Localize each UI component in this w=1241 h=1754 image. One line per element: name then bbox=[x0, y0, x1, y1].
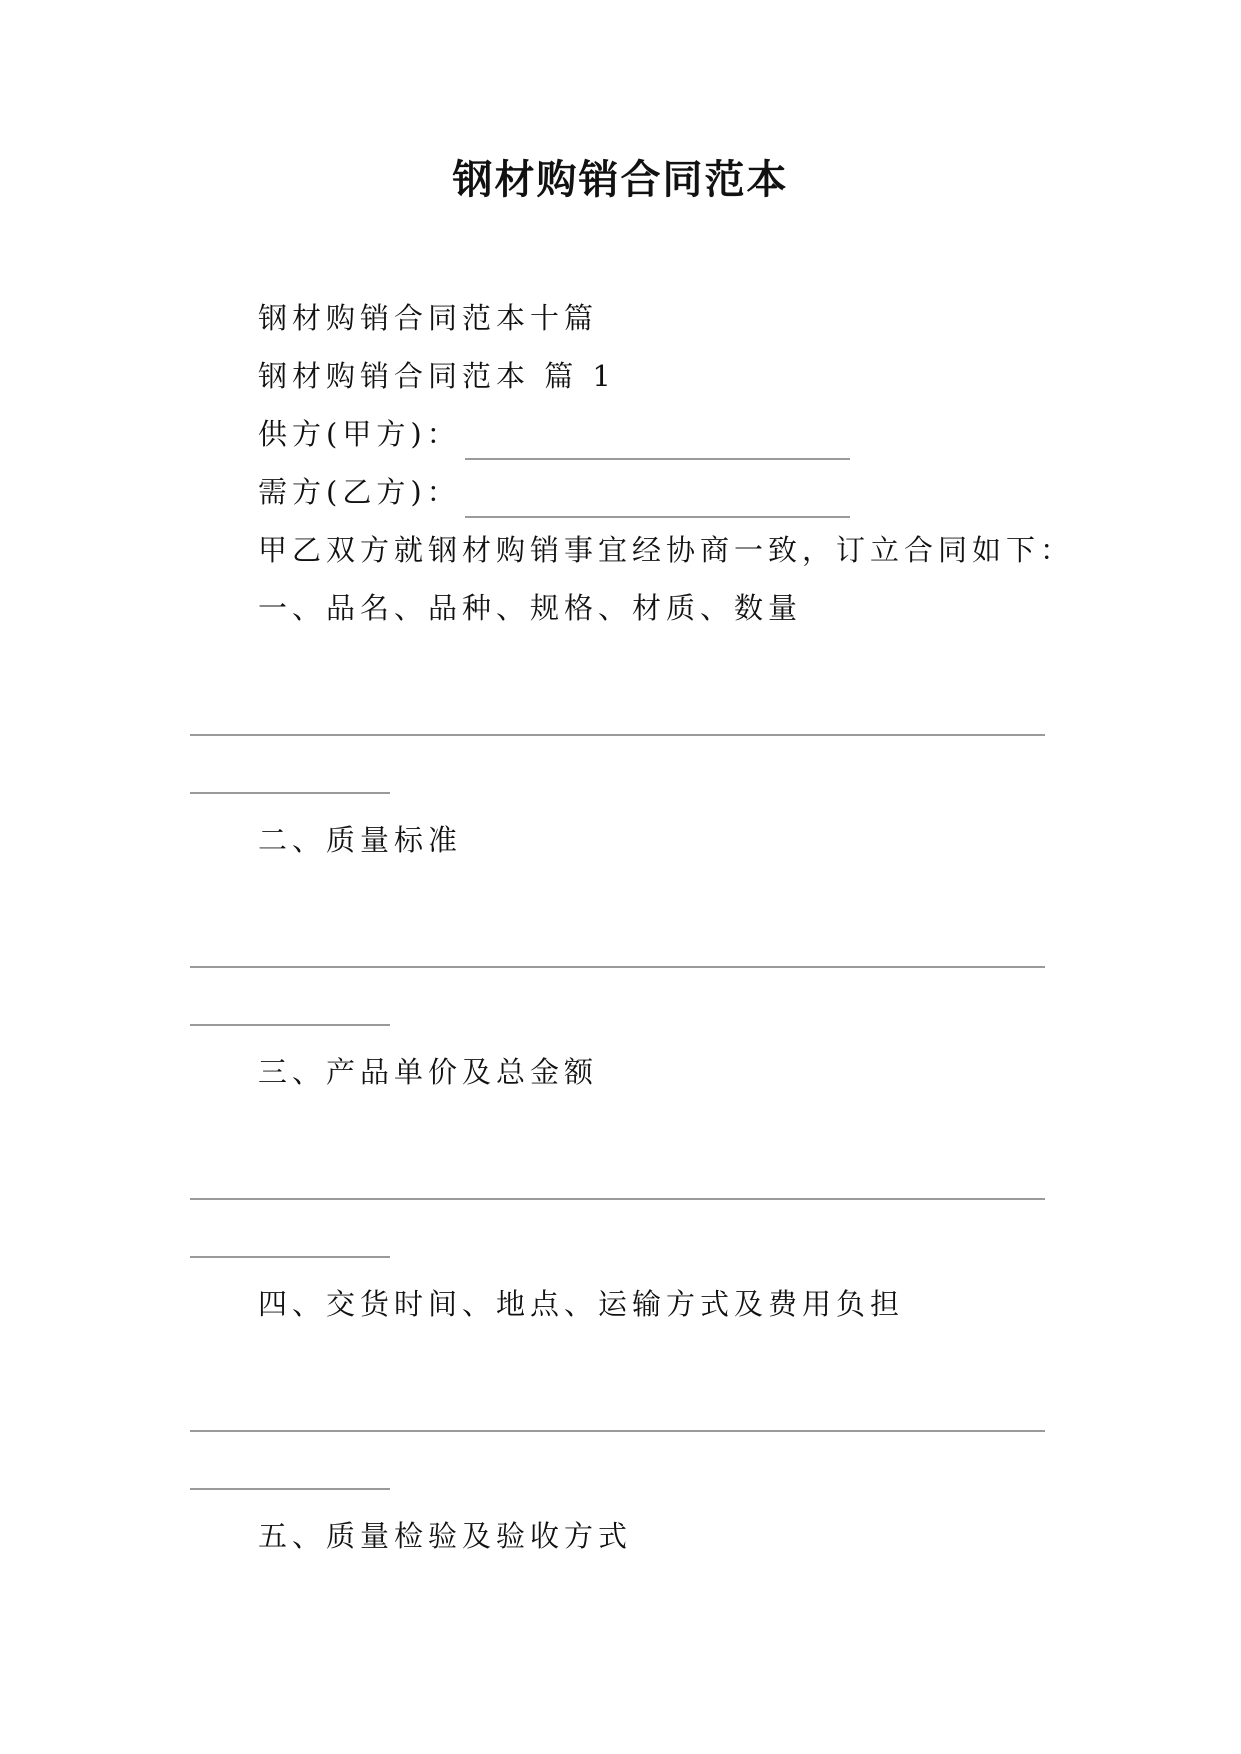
fill-in-line-short bbox=[190, 1488, 390, 1490]
chapter-heading: 钢材购销合同范本 篇 1 bbox=[258, 359, 616, 393]
fill-in-line-short bbox=[190, 1024, 390, 1026]
supplier-blank bbox=[465, 458, 850, 460]
section-heading: 二、质量标准 bbox=[258, 823, 463, 857]
fill-in-line bbox=[190, 966, 1045, 968]
fill-in-line bbox=[190, 1430, 1045, 1432]
section-heading: 五、质量检验及验收方式 bbox=[258, 1519, 633, 1553]
section-heading: 三、产品单价及总金额 bbox=[258, 1055, 599, 1089]
supplier-line bbox=[258, 414, 850, 460]
buyer-label: 需方(乙方)： bbox=[258, 475, 461, 509]
fill-in-line bbox=[190, 1198, 1045, 1200]
supplier-label: 供方(甲方)： bbox=[258, 417, 461, 451]
buyer-blank bbox=[465, 516, 850, 518]
document-title: 钢材购销合同范本 bbox=[452, 156, 789, 203]
intro-paragraph: 甲乙双方就钢材购销事宜经协商一致，订立合同如下： bbox=[258, 533, 1075, 567]
section-heading: 四、交货时间、地点、运输方式及费用负担 bbox=[258, 1287, 905, 1321]
buyer-line bbox=[258, 472, 850, 518]
fill-in-line-short bbox=[190, 792, 390, 794]
fill-in-line bbox=[190, 734, 1045, 736]
section-heading: 一、品名、品种、规格、材质、数量 bbox=[258, 591, 803, 625]
fill-in-line-short bbox=[190, 1256, 390, 1258]
document-subtitle: 钢材购销合同范本十篇 bbox=[258, 301, 599, 335]
